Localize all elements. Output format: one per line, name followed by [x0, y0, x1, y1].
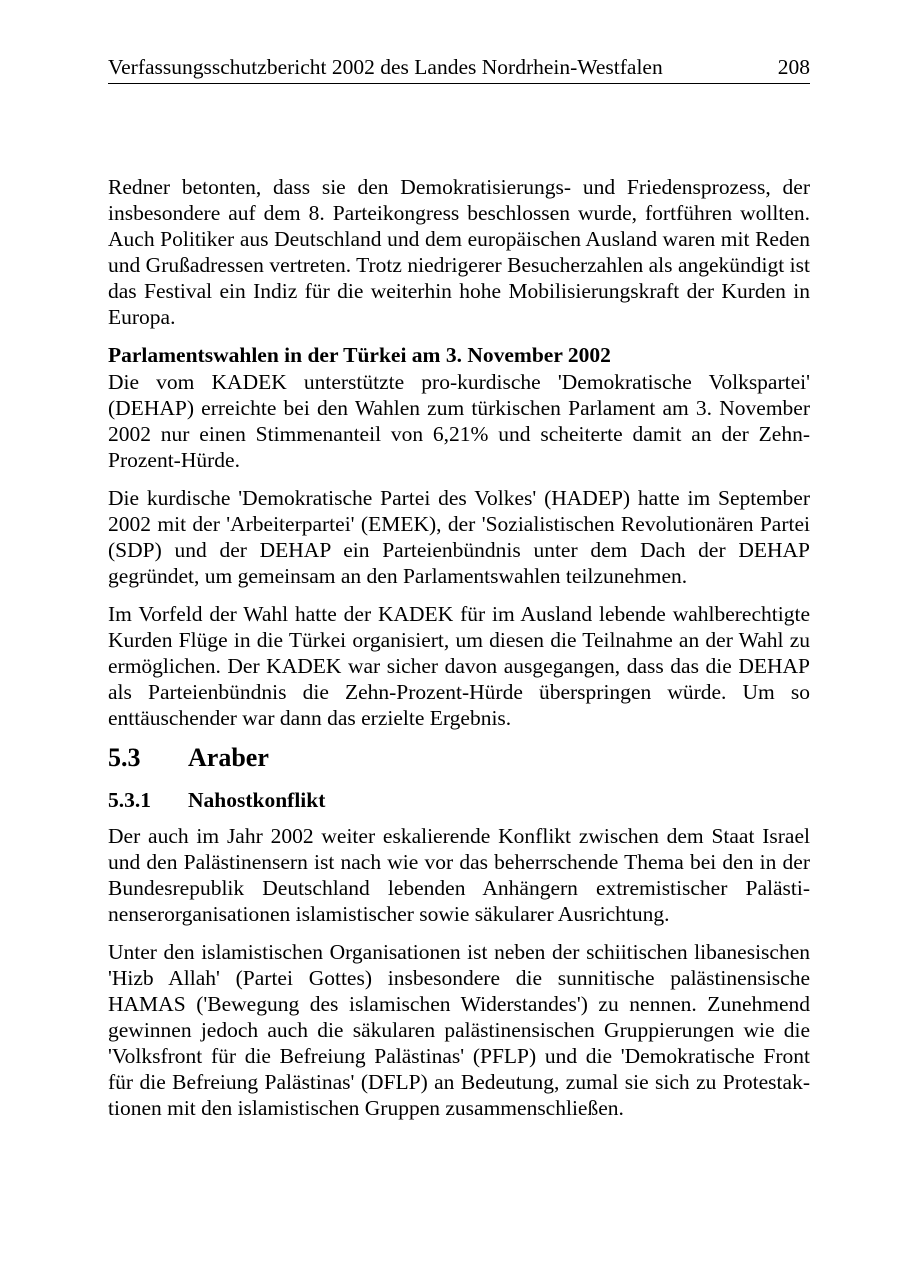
section-heading — [108, 743, 810, 773]
section-title: Araber — [188, 743, 269, 772]
page-body — [108, 174, 810, 1133]
paragraph-organisations: Unter den islamistischen Organisationen ist neben der schiitischen libanesischen 'Hizb Allah' (Partei Gottes) insbesondere die sunnitische palästinensische HAMAS ('Bewegung des islamischen Widerstandes') zu nennen. Zunehmend gewinnen jedoch auch die säkularen palästinensischen Gruppierungen wie die 'Volksfront für die Befreiung Palästinas' (PFLP) und die 'Demokratische Front für die Befreiung Palästinas' (DFLP) an Bedeutung, zumal sie sich zu Protestaktionen mit den islamistischen Gruppen zusammenschließen. — [108, 940, 810, 1120]
section-number: 5.3 — [108, 743, 141, 772]
paragraph-dehap-result: Die vom KADEK unterstützte pro-kurdische 'Demokratische Volkspartei' (DEHAP) erreichte bei den Wahlen zum türkischen Parlament am 3. November 2002 nur einen Stimmenanteil von 6,21% und scheiterte damit an der Zehn-Prozent-Hürde. — [108, 370, 810, 472]
subsection-title: Nahostkonflikt — [188, 788, 326, 812]
subheading-elections: Parlamentswahlen in der Türkei am 3. November 2002 — [108, 343, 611, 367]
paragraph-kadek-flights: Im Vorfeld der Wahl hatte der KADEK für im Ausland lebende wahlberechtigte Kurden Flüge in die Türkei organisiert, um diesen die Teilnahme an der Wahl zu ermöglichen. Der KADEK war sicher davon ausgegangen, dass das die DEHAP als Parteienbündnis die Zehn-Prozent-Hürde überspringen würde. Um so enttäuschender war dann das erzielte Ergebnis. — [108, 602, 810, 730]
paragraph-party-alliance: Die kurdische 'Demokratische Partei des Volkes' (HADEP) hatte im September 2002 mit der 'Arbeiterpartei' (EMEK), der 'Sozialistischen Revolutionären Partei (SDP) und der DEHAP ein Parteienbündnis unter dem Dach der DEHAP gegründet, um gemeinsam an den Parlamentswahlen teilzunehmen. — [108, 486, 810, 588]
document-title: Verfassungsschutzbericht 2002 des Landes Nordrhein-Westfalen — [108, 55, 663, 79]
paragraph-middle-east-conflict: Der auch im Jahr 2002 weiter eskalierende Konflikt zwischen dem Staat Israel und den Palästinensern ist nach wie vor das beherrschende Thema bei den in der Bundesrepublik Deutschland lebenden Anhängern extremistischer Palästinenserorganisationen islamistischer sowie säkularer Ausrichtung. — [108, 824, 810, 926]
page-header — [108, 52, 810, 84]
page-number: 208 — [777, 55, 810, 79]
subsection-heading — [108, 785, 810, 815]
subsection-number: 5.3.1 — [108, 788, 151, 812]
paragraph-festival: Redner betonten, dass sie den Demokratisierungs- und Friedensprozess, der insbesondere auf dem 8. Parteikongress beschlossen wurde, fortführen wollten. Auch Politiker aus Deutschland und dem europäischen Ausland waren mit Reden und Grußadressen vertreten. Trotz niedrigerer Besucherzahlen als angekündigt ist das Festival ein Indiz für die weiterhin hohe Mobilisierungskraft der Kurden in Europa. — [108, 175, 810, 329]
